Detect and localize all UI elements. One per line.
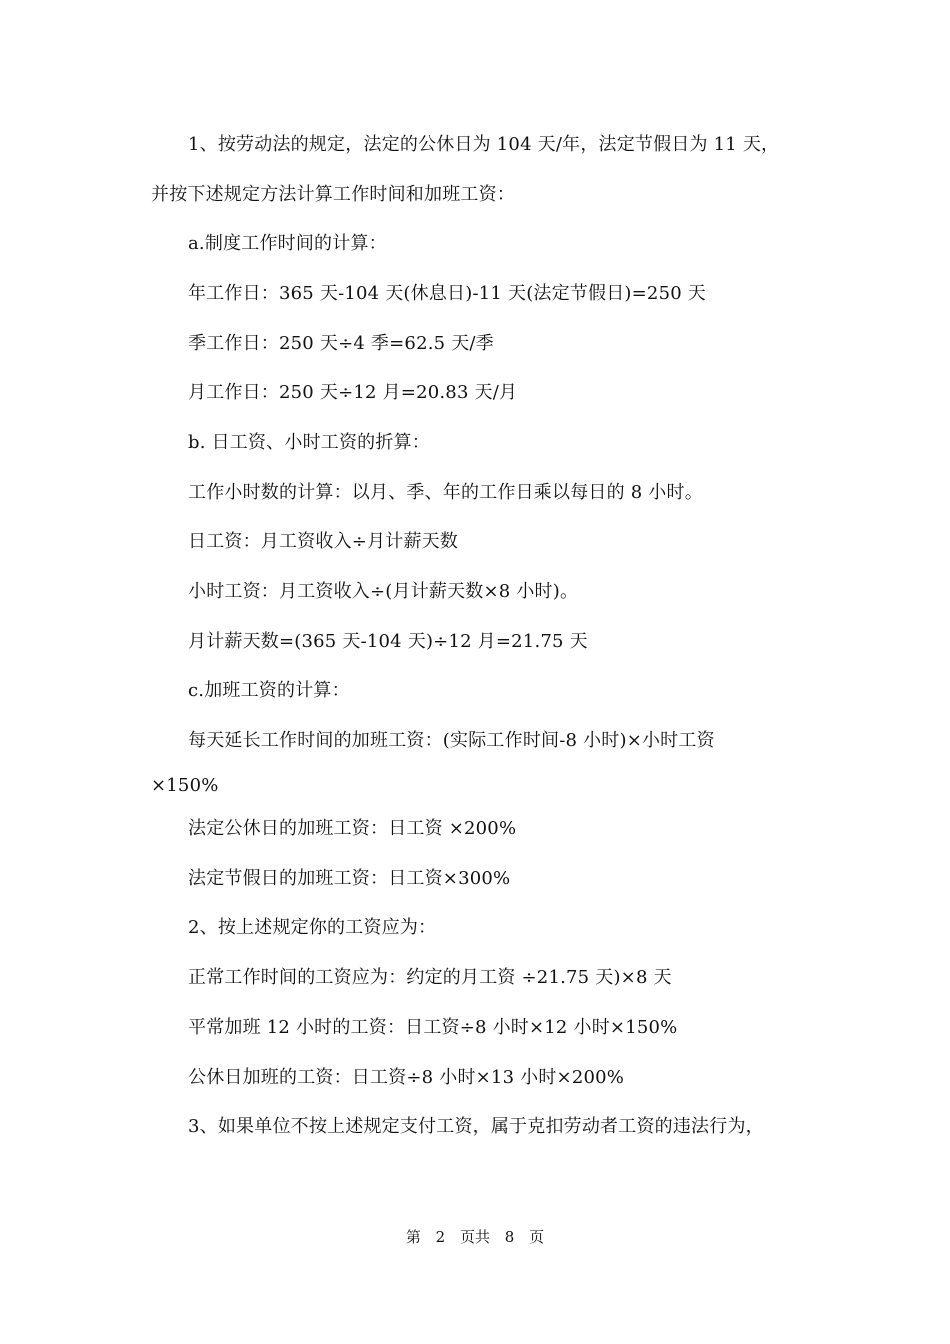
quarterly-workdays-line: 季工作日：250 天÷4 季=62.5 天/季 xyxy=(188,333,494,354)
hourly-wage-line: 小时工资：月工资收入÷(月计薪天数×8 小时)。 xyxy=(188,581,579,602)
rest-day-overtime-line: 法定公休日的加班工资：日工资 ×200% xyxy=(188,818,517,839)
annual-workdays-line: 年工作日：365 天-104 天(休息日)-11 天(法定节假日)=250 天 xyxy=(188,283,706,304)
section-3-line: 3、如果单位不按上述规定支付工资，属于克扣劳动者工资的违法行为， xyxy=(188,1116,764,1137)
section-a-heading: a.制度工作时间的计算： xyxy=(188,233,387,254)
paragraph-1-line-1: 1、按劳动法的规定，法定的公休日为 104 天/年，法定节假日为 11 天， xyxy=(188,134,780,155)
section-c-heading: c.加班工资的计算： xyxy=(188,680,350,701)
section-2-heading: 2、按上述规定你的工资应为： xyxy=(188,917,437,938)
page-number-footer: 第 2 页共 8 页 xyxy=(405,1228,545,1246)
section-b-heading: b. 日工资、小时工资的折算： xyxy=(188,432,430,453)
rest-day-overtime-wage-line: 公休日加班的工资：日工资÷8 小时×13 小时×200% xyxy=(188,1067,625,1088)
normal-wage-line: 正常工作时间的工资应为：约定的月工资 ÷21.75 天)×8 天 xyxy=(188,967,672,988)
work-hours-line: 工作小时数的计算：以月、季、年的工作日乘以每日的 8 小时。 xyxy=(188,482,703,503)
daily-wage-line: 日工资：月工资收入÷月计薪天数 xyxy=(188,531,459,552)
extended-hours-overtime-line-2: ×150% xyxy=(151,775,219,796)
holiday-overtime-line: 法定节假日的加班工资：日工资×300% xyxy=(188,868,511,889)
paid-days-line: 月计薪天数=(365 天-104 天)÷12 月=21.75 天 xyxy=(188,631,588,652)
paragraph-1-line-2: 并按下述规定方法计算工作时间和加班工资： xyxy=(151,184,515,205)
regular-overtime-line: 平常加班 12 小时的工资：日工资÷8 小时×12 小时×150% xyxy=(188,1017,678,1038)
extended-hours-overtime-line: 每天延长工作时间的加班工资：(实际工作时间-8 小时)×小时工资 xyxy=(188,730,715,751)
monthly-workdays-line: 月工作日：250 天÷12 月=20.83 天/月 xyxy=(188,382,518,403)
